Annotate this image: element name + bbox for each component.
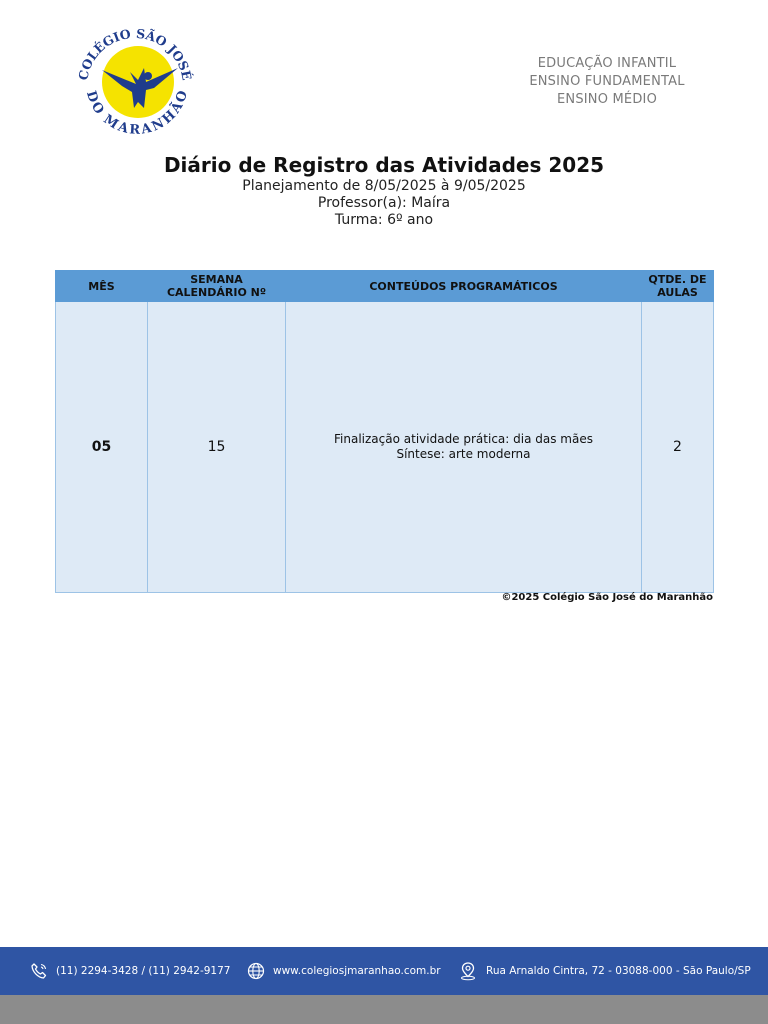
cell-week: 15 [148, 302, 286, 593]
table-header-row [56, 271, 714, 302]
footer-phone [30, 947, 230, 995]
cell-content [286, 302, 642, 593]
footer-website[interactable] [247, 947, 441, 995]
phone-text: (11) 2294-3428 / (11) 2942-9177 [56, 965, 231, 977]
cell-qty: 2 [642, 302, 714, 593]
cell-month: 05 [56, 302, 148, 593]
table-row [56, 302, 714, 593]
location-pin-icon [458, 961, 478, 981]
logo-top-text: COLÉGIO SÃO JOSÉ [75, 25, 195, 82]
content-line-1: Finalização atividade prática: dia das mães [334, 432, 593, 446]
logo-bottom-text: DO MARANHÃO [82, 89, 192, 138]
activities-table [55, 270, 714, 593]
school-logo [74, 22, 196, 138]
phone-icon [30, 962, 48, 980]
planning-period: Planejamento de 8/05/2025 à 9/05/2025 [242, 178, 526, 194]
title-block [0, 152, 768, 229]
website-link[interactable]: www.colegiosjmaranhao.com.br [273, 965, 441, 977]
class-name: Turma: 6º ano [334, 212, 434, 228]
header-month: MÊS [56, 271, 148, 302]
header-qty: QTDE. DE AULAS [642, 271, 714, 302]
footer-bar [0, 947, 768, 995]
education-levels [512, 55, 702, 109]
page-title: Diário de Registro das Atividades 2025 [163, 153, 605, 177]
level-fundamental: ENSINO FUNDAMENTAL [529, 74, 685, 89]
level-infantil: EDUCAÇÃO INFANTIL [537, 56, 677, 71]
copyright-note: ©2025 Colégio São José do Maranhão [501, 592, 713, 603]
header-content: CONTEÚDOS PROGRAMÁTICOS [286, 271, 642, 302]
header-week: SEMANA CALENDÁRIO Nº [148, 271, 286, 302]
level-medio: ENSINO MÉDIO [556, 92, 658, 107]
teacher-name: Professor(a): Maíra [317, 195, 451, 211]
footer-gray-strip [0, 995, 768, 1024]
address-text: Rua Arnaldo Cintra, 72 - 03088-000 - São Paulo/SP [486, 965, 751, 977]
content-line-2: Síntese: arte moderna [396, 447, 531, 461]
globe-icon [247, 962, 265, 980]
footer-address [458, 947, 751, 995]
